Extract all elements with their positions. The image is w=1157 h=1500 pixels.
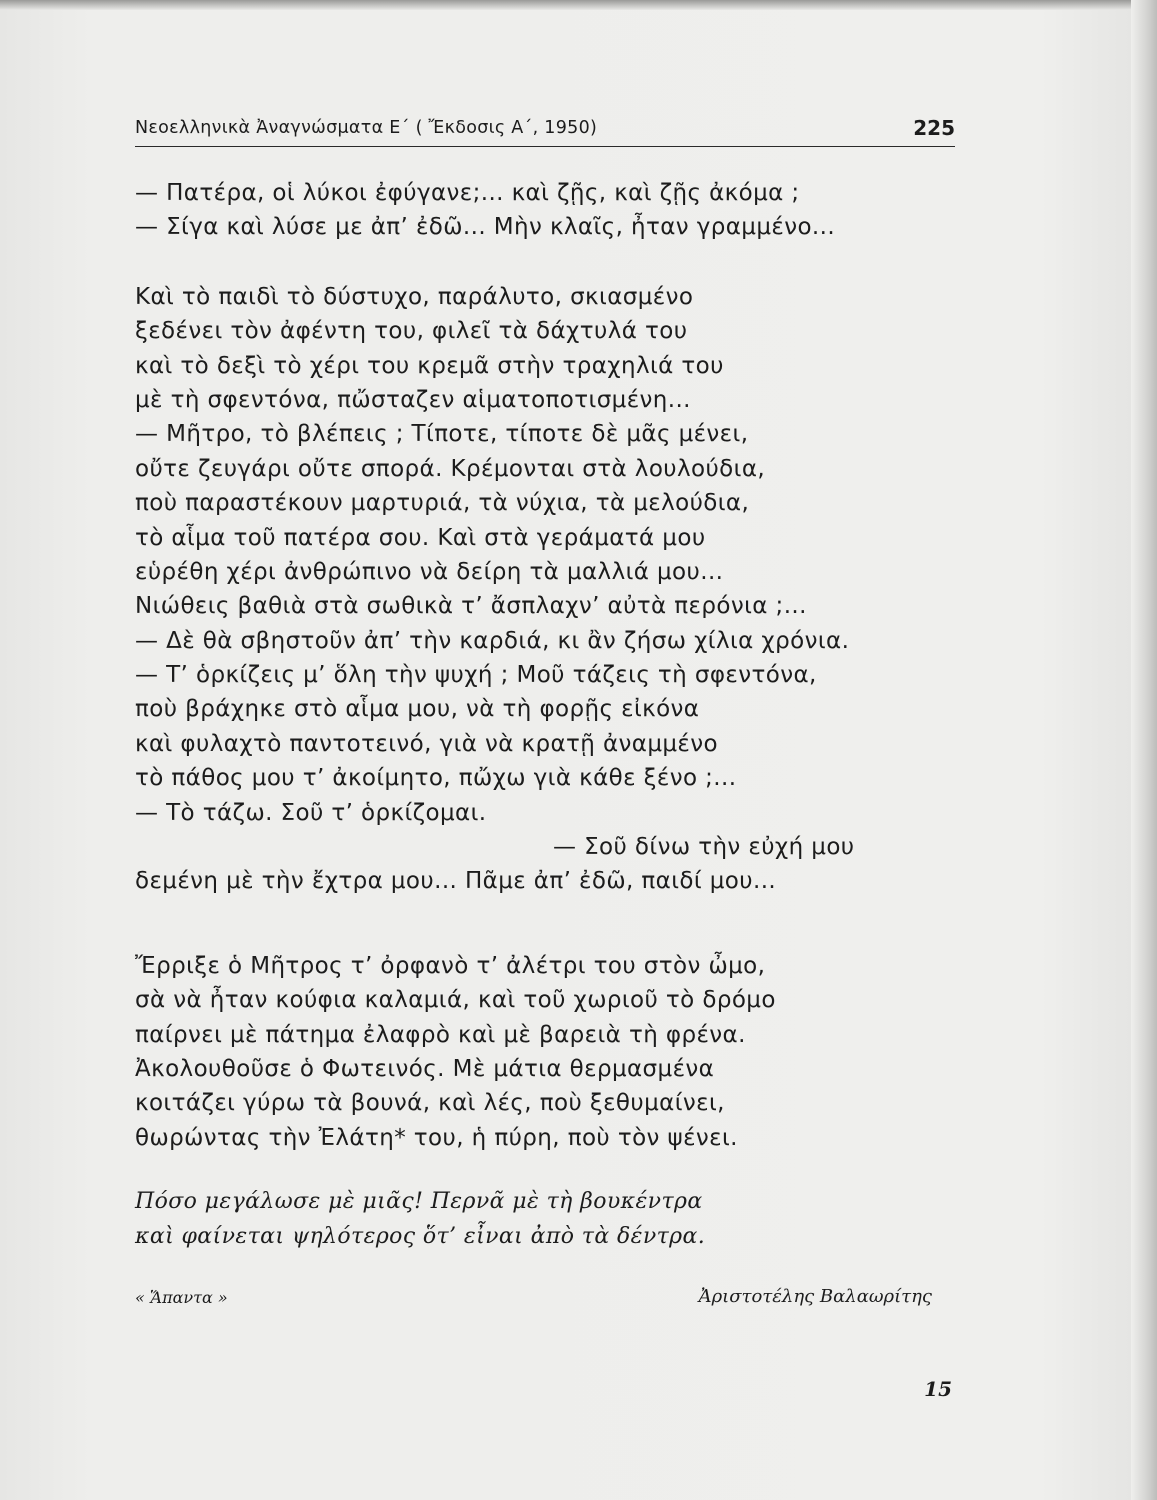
author-name: Ἀριστοτέλης Βαλαωρίτης xyxy=(698,1286,932,1307)
poem-line: τὸ αἷμα τοῦ πατέρα σου. Καὶ στὰ γεράματά μου xyxy=(135,524,706,551)
poem-line: Ἔρριξε ὁ Μῆτρος τ’ ὀρφανὸ τ’ ἀλέτρι του στὸν ὦμο, xyxy=(135,952,766,979)
closing-italic-line: Πόσο μεγάλωσε μὲ μιᾶς! Περνᾶ μὲ τὴ βουκέντρα xyxy=(135,1189,703,1215)
stanza-break xyxy=(135,245,965,280)
poem-line: — Μῆτρο, τὸ βλέπεις ; Τίποτε, τίποτε δὲ μᾶς μένει, xyxy=(135,421,749,448)
poem-line: θωρώντας τὴν Ἐλάτη* του, ἡ πύρη, ποὺ τὸν ψένει. xyxy=(135,1124,738,1151)
source-citation: « Ἅπαντα » xyxy=(135,1288,228,1307)
poem-line: ποὺ παραστέκουν μαρτυριά, τὰ νύχια, τὰ μελούδια, xyxy=(135,490,750,517)
running-title: Νεοελληνικὰ Ἀναγνώσματα Ε΄ ( Ἔκδοσις Α΄, 1950) xyxy=(135,118,598,138)
page-number: 225 xyxy=(913,116,955,140)
poem-line: καὶ φυλαχτὸ παντοτεινό, γιὰ νὰ κρατῇ ἀναμμένο xyxy=(135,730,718,757)
poem-line: τὸ πάθος μου τ’ ἀκοίμητο, πὤχω γιὰ κάθε ξένο ;... xyxy=(135,765,737,792)
poem-line: ποὺ βράχηκε στὸ αἷμα μου, νὰ τὴ φορῇς εἰκόνα xyxy=(135,696,700,723)
poem-line: Νιώθεις βαθιὰ στὰ σωθικὰ τ’ ἄσπλαχν’ αὐτὰ περόνια ;... xyxy=(135,593,807,620)
poem-line: δεμένη μὲ τὴν ἔχτρα μου... Πᾶμε ἀπ’ ἐδῶ, παιδί μου... xyxy=(135,868,777,895)
poem-line: καὶ τὸ δεξὶ τὸ χέρι του κρεμᾶ στὴν τραχηλιά του xyxy=(135,352,724,379)
stanza-break xyxy=(135,1155,965,1185)
poem-body xyxy=(135,176,965,1254)
poem-line: ξεδένει τὸν ἀφέντη του, φιλεῖ τὰ δάχτυλά του xyxy=(135,318,688,345)
poem-line: οὔτε ζευγάρι οὔτε σπορά. Κρέμονται στὰ λουλούδια, xyxy=(135,455,766,482)
stanza-break xyxy=(135,899,965,949)
poem-line: — Σίγα καὶ λύσε με ἀπ’ ἐδῶ... Μὴν κλαῖς, ἦταν γραμμένο... xyxy=(135,214,836,241)
poem-line: — Τ’ ὁρκίζεις μ’ ὅλη τὴν ψυχή ; Μοῦ τάζεις τὴ σφεντόνα, xyxy=(135,662,817,689)
poem-line: — Πατέρα, οἱ λύκοι ἐφύγανε;... καὶ ζῇς, καὶ ζῇς ἀκόμα ; xyxy=(135,180,800,206)
page-header xyxy=(135,116,955,147)
poem-line: εὑρέθη χέρι ἀνθρώπινο νὰ δείρη τὰ μαλλιά μου... xyxy=(135,558,724,585)
page-top-edge xyxy=(0,0,1157,10)
poem-line: μὲ τὴ σφεντόνα, πὤσταζεν αἱματοποτισμένη... xyxy=(135,386,691,413)
poem-line: παίρνει μὲ πάτημα ἐλαφρὸ καὶ μὲ βαρειὰ τὴ φρένα. xyxy=(135,1021,746,1048)
closing-italic-line: καὶ φαίνεται ψηλότερος ὅτ’ εἶναι ἀπὸ τὰ δέντρα. xyxy=(135,1223,706,1249)
poem-line: Καὶ τὸ παιδὶ τὸ δύστυχο, παράλυτο, σκιασμένο xyxy=(135,283,694,310)
poem-line: — Τὸ τάζω. Σοῦ τ’ ὁρκίζομαι. xyxy=(135,799,487,826)
poem-line: — Δὲ θὰ σβηστοῦν ἀπ’ τὴν καρδιά, κι ἂν ζήσω χίλια χρόνια. xyxy=(135,627,850,654)
poem-line: σὰ νὰ ἦταν κούφια καλαμιά, καὶ τοῦ χωριοῦ τὸ δρόμο xyxy=(135,987,776,1014)
poem-line-indented: — Σοῦ δίνω τὴν εὐχή μου xyxy=(553,834,855,861)
page-binding-edge xyxy=(1131,0,1157,1500)
poem-line: κοιτάζει γύρω τὰ βουνά, καὶ λές, ποὺ ξεθυμαίνει, xyxy=(135,1090,725,1117)
poem-line: Ἀκολουθοῦσε ὁ Φωτεινός. Μὲ μάτια θερμασμένα xyxy=(135,1055,715,1082)
sheet-number: 15 xyxy=(924,1377,952,1401)
